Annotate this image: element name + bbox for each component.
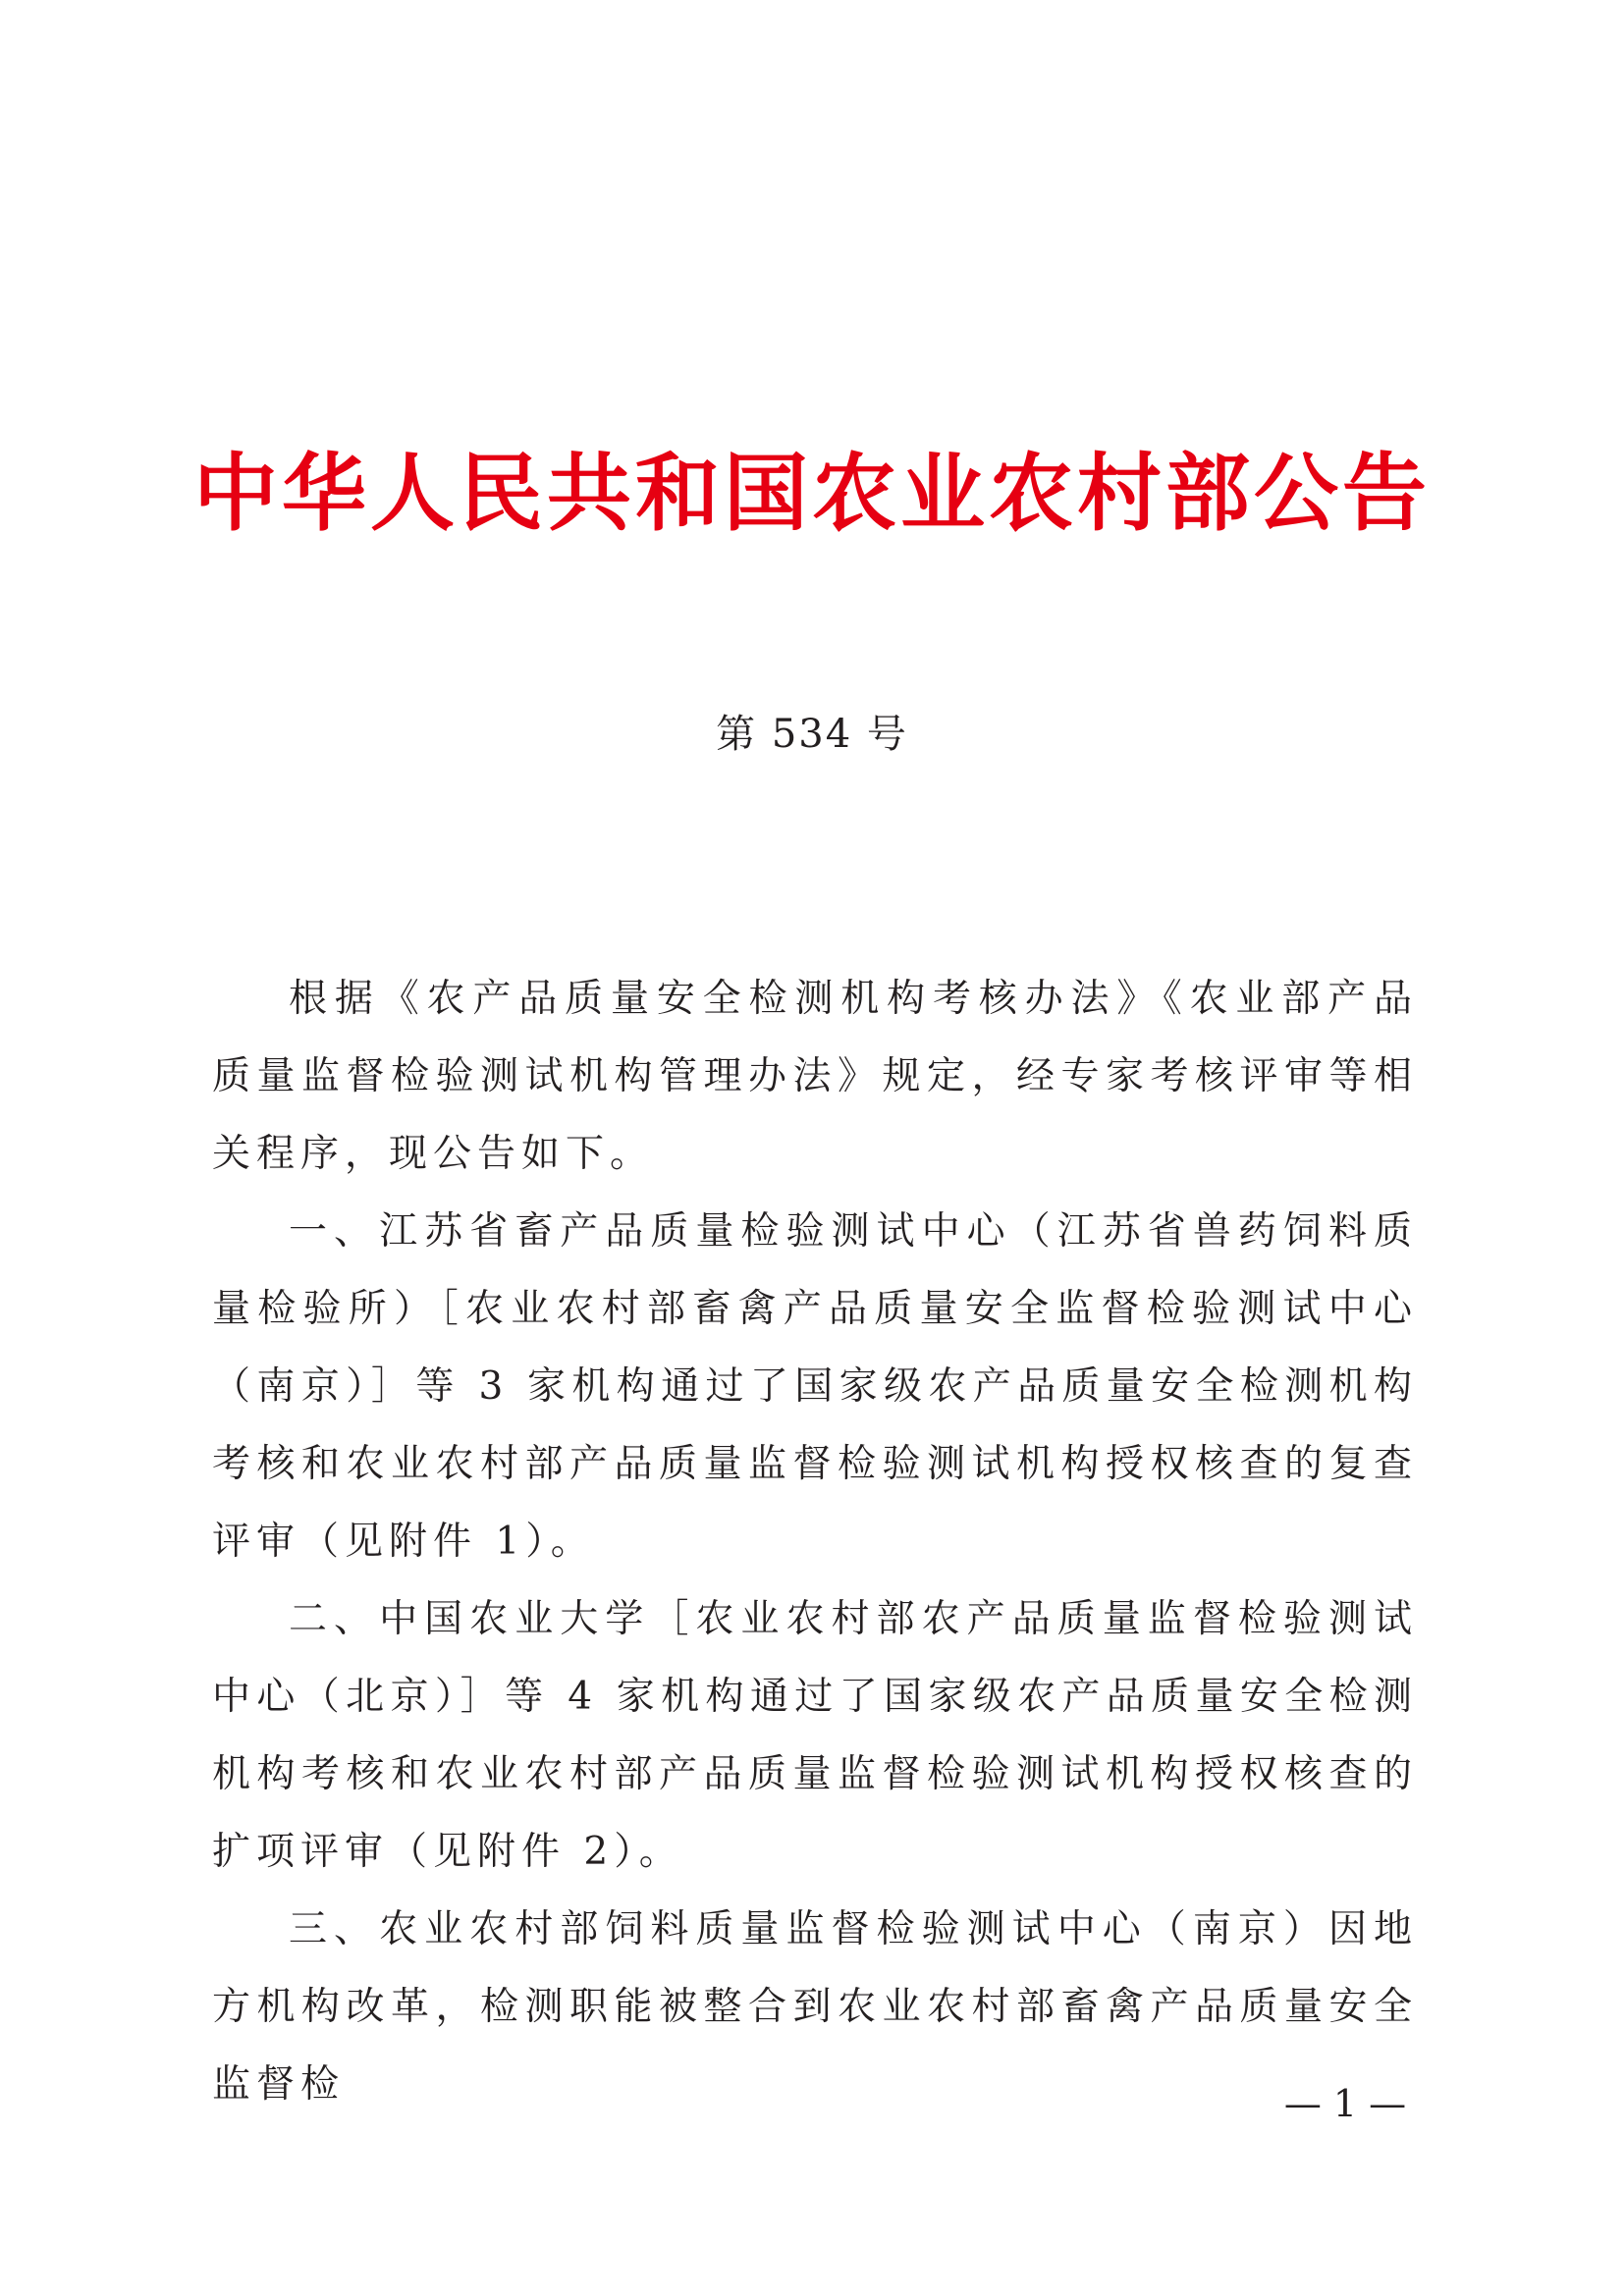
paragraph-item-1: 一、江苏省畜产品质量检验测试中心（江苏省兽药饲料质量检验所）［农业农村部畜禽产品质量安全监督检验测试中心（南京）］等 3 家机构通过了国家级农产品质量安全检测机构考核和农业农村部产品质量监督检验测试机构授权核查的复查评审（见附件 1）。 [212,1209,1418,1564]
announcement-body [212,960,1418,2123]
paragraph-item-3: 三、农业农村部饲料质量监督检验测试中心（南京）因地方机构改革，检测职能被整合到农业农村部畜禽产品质量安全监督检 [212,1907,1418,2107]
announcement-number: 第 534 号 [716,712,908,757]
paragraph-intro: 根据《农产品质量安全检测机构考核办法》《农业部产品质量监督检验测试机构管理办法》规定，经专家考核评审等相关程序，现公告如下。 [212,977,1418,1176]
announcement-title: 中华人民共和国农业农村部公告 [193,444,1431,543]
paragraph-item-2: 二、中国农业大学［农业农村部农产品质量监督检验测试中心（北京）］等 4 家机构通过了国家级农产品质量安全检测机构考核和农业农村部产品质量监督检验测试机构授权核查的扩项评审（见附件 2）。 [212,1597,1418,1874]
page-number: — 1 — [1283,2082,1407,2125]
